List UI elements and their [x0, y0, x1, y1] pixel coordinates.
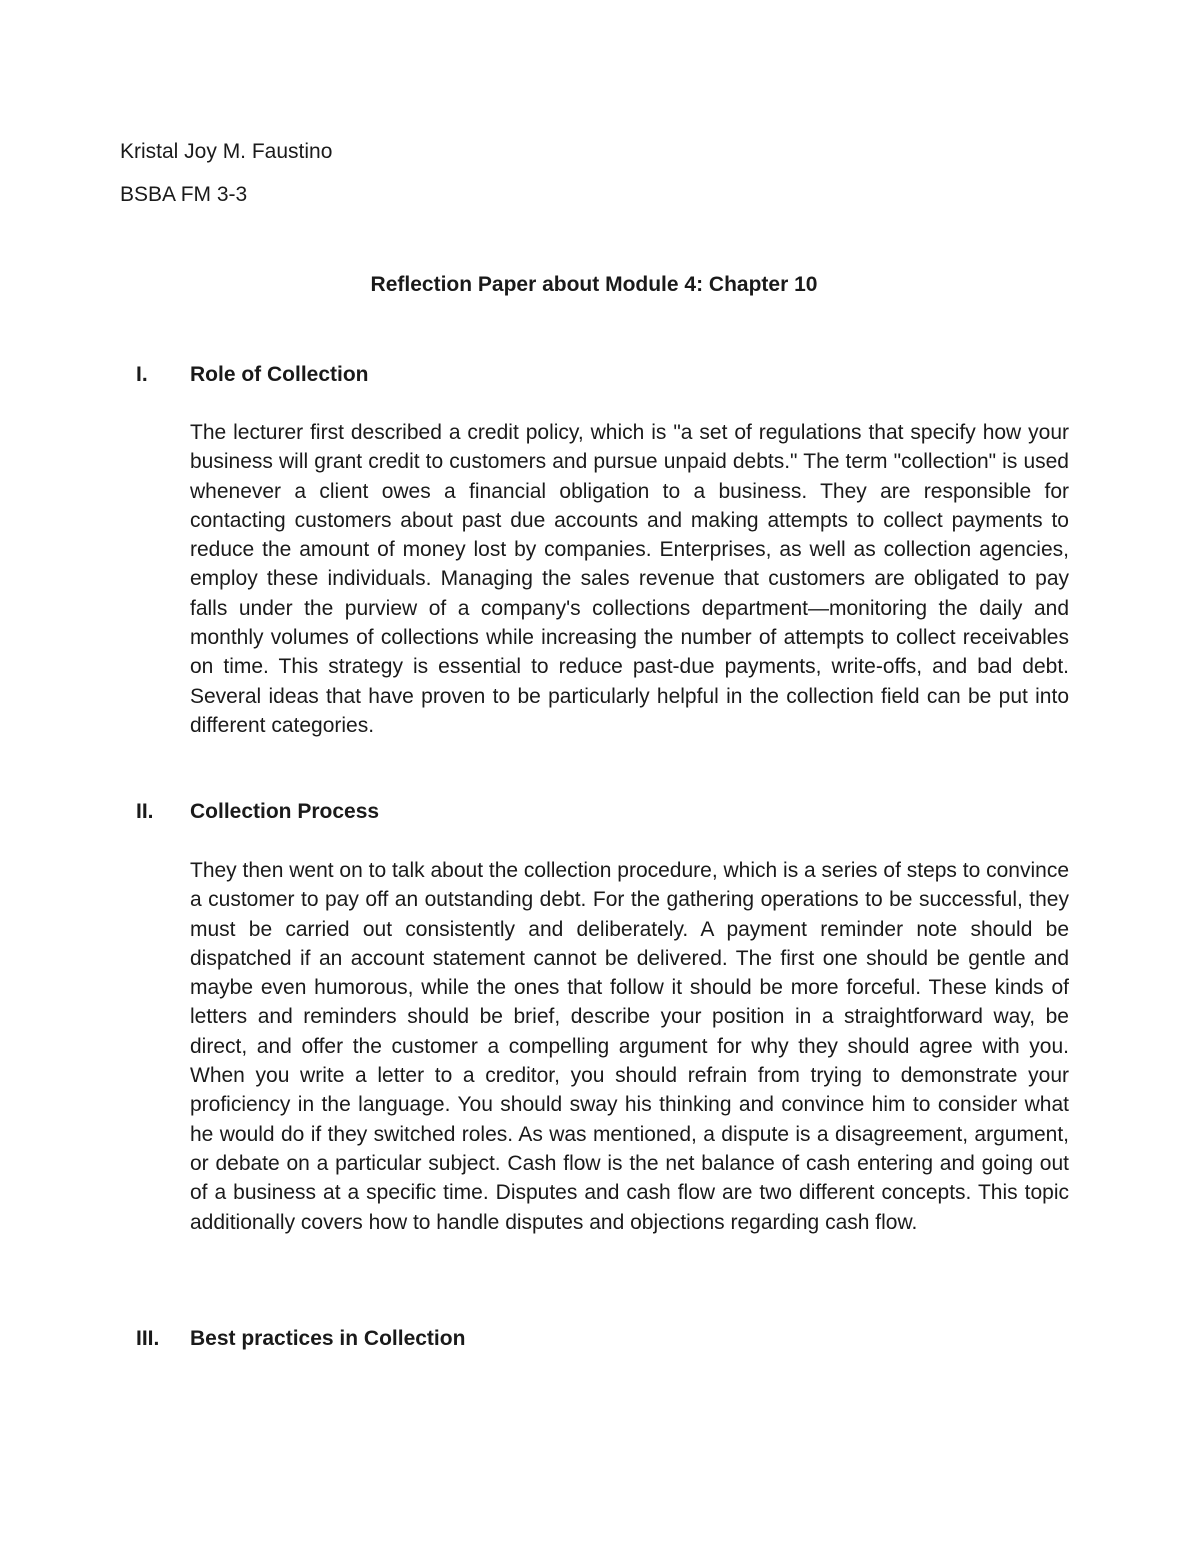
paper-title: Reflection Paper about Module 4: Chapter 10: [370, 273, 818, 296]
section-numeral: III.: [136, 1327, 160, 1350]
section-title: Collection Process: [190, 800, 380, 823]
section-title: Role of Collection: [190, 363, 369, 386]
section-body-2: They then went on to talk about the collection procedure, which is a series of steps to convince a customer to pay off an outstanding debt. For the gathering operations to be successful, they must be carried out consistently and deliberately. A payment reminder note should be dispatched if an account statement cannot be delivered. The first one should be gentle and maybe even humorous, while the ones that follow it should be more forceful. These kinds of letters and reminders should be brief, describe your position in a straightforward way, be direct, and offer the customer a compelling argument for why they should agree with you. When you write a letter to a creditor, you should refrain from trying to demonstrate your proficiency in the language. You should sway his thinking and convince him to consider what he would do if they switched roles. As was mentioned, a dispute is a disagreement, argument, or debate on a particular subject. Cash flow is the net balance of cash entering and going out of a business at a specific time. Disputes and cash flow are two different concepts. This topic additionally covers how to handle disputes and objections regarding cash flow.: [190, 859, 1069, 1234]
section-numeral: II.: [136, 800, 154, 823]
course-section: BSBA FM 3-3: [120, 183, 248, 206]
section-body-1: The lecturer first described a credit policy, which is "a set of regulations that specify how your business will grant credit to customers and pursue unpaid debts." The term "collection" is used whenever a client owes a financial obligation to a business. They are responsible for contacting customers about past due accounts and making attempts to collect payments to reduce the amount of money lost by companies. Enterprises, as well as collection agencies, employ these individuals. Managing the sales revenue that customers are obligated to pay falls under the purview of a company's collections department—monitoring the daily and monthly volumes of collections while increasing the number of attempts to collect receivables on time. This strategy is essential to reduce past-due payments, write-offs, and bad debt. Several ideas that have proven to be particularly helpful in the collection field can be put into different categories.: [190, 421, 1069, 737]
section-title: Best practices in Collection: [190, 1327, 466, 1350]
section-numeral: I.: [136, 363, 148, 386]
author-name: Kristal Joy M. Faustino: [120, 140, 333, 163]
